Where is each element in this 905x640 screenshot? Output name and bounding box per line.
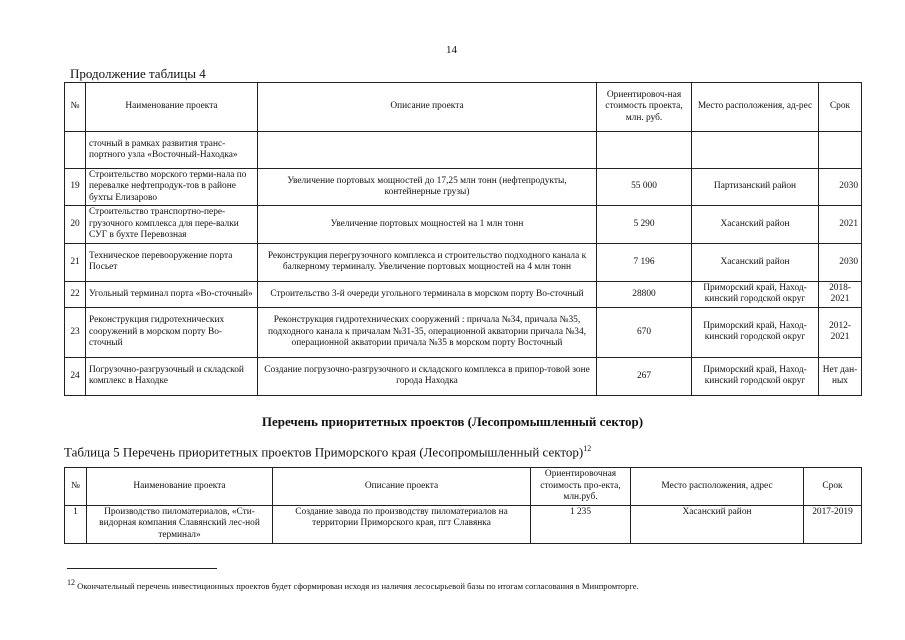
cell-cost: 55 000 bbox=[597, 169, 692, 206]
cell-num: 20 bbox=[65, 206, 86, 243]
cell-cost bbox=[597, 132, 692, 169]
cell-place bbox=[692, 132, 819, 169]
cell-desc: Строительство 3-й очереди угольного терминала в морском порту Во-сточный bbox=[258, 281, 597, 307]
table-row bbox=[65, 169, 862, 206]
table-row bbox=[65, 281, 862, 307]
cell-place: Хасанский район bbox=[692, 206, 819, 243]
cell-name: Техническое перевооружение порта Посьет bbox=[86, 243, 258, 281]
cell-name: Реконструкция гидротехнических сооружений в морском порту Во-сточный bbox=[86, 307, 258, 357]
header-term: Срок bbox=[819, 83, 862, 132]
footnote-number: 12 bbox=[67, 578, 75, 587]
page-number: 14 bbox=[446, 44, 457, 56]
cell-num bbox=[65, 132, 86, 169]
header-desc: Описание проекта bbox=[273, 468, 531, 506]
footnote-text: Окончательный перечень инвестиционных проектов будет сформирован исходя из наличия лесосырьевой базы по итогам согласования в Минпромторге. bbox=[75, 580, 639, 591]
cell-term: Нет дан-ных bbox=[819, 357, 862, 395]
table-row bbox=[65, 206, 862, 243]
cell-cost: 5 290 bbox=[597, 206, 692, 243]
table-row bbox=[65, 132, 862, 169]
table5-header-row bbox=[65, 468, 862, 506]
cell-num: 21 bbox=[65, 243, 86, 281]
cell-term: 2017-2019 bbox=[804, 506, 862, 544]
cell-place: Приморский край, Наход-кинский городской округ bbox=[692, 357, 819, 395]
table-row bbox=[65, 307, 862, 357]
cell-desc: Создание погрузочно-разгрузочного и складского комплекса в припор-товой зоне города Находка bbox=[258, 357, 597, 395]
cell-place: Приморский край, Наход-кинский городской округ bbox=[692, 307, 819, 357]
cell-cost: 670 bbox=[597, 307, 692, 357]
header-name: Наименование проекта bbox=[86, 83, 258, 132]
footnote-ref-12: 12 bbox=[583, 444, 592, 453]
footnote-divider bbox=[67, 568, 217, 569]
table5-caption-text: Таблица 5 Перечень приоритетных проектов Приморского края (Лесопромышленный сектор) bbox=[64, 444, 584, 460]
cell-num: 22 bbox=[65, 281, 86, 307]
cell-place: Хасанский район bbox=[692, 243, 819, 281]
cell-desc: Увеличение портовых мощностей до 17,25 млн тонн (нефтепродукты, контейнерные грузы) bbox=[258, 169, 597, 206]
header-cost: Ориентировочная стоимость про-екта, млн.руб. bbox=[531, 468, 631, 506]
header-place: Место расположения, ад-рес bbox=[692, 83, 819, 132]
cell-cost: 267 bbox=[597, 357, 692, 395]
cell-name: Угольный терминал порта «Во-сточный» bbox=[86, 281, 258, 307]
header-name: Наименование проекта bbox=[87, 468, 273, 506]
section-heading: Перечень приоритетных проектов (Лесопромышленный сектор) bbox=[261, 414, 644, 429]
table-row bbox=[65, 506, 862, 544]
projects-table-4 bbox=[64, 82, 862, 396]
cell-term: 2021 bbox=[819, 206, 862, 243]
header-num: № bbox=[65, 83, 86, 132]
table-row bbox=[65, 243, 862, 281]
cell-term: 2030 bbox=[819, 169, 862, 206]
cell-place: Приморский край, Наход-кинский городской округ bbox=[692, 281, 819, 307]
cell-desc: Увеличение портовых мощностей на 1 млн тонн bbox=[258, 206, 597, 243]
cell-num: 1 bbox=[65, 506, 87, 544]
cell-term bbox=[819, 132, 862, 169]
header-term: Срок bbox=[804, 468, 862, 506]
cell-term: 2018-2021 bbox=[819, 281, 862, 307]
table4-header-row bbox=[65, 83, 862, 132]
projects-table-5 bbox=[64, 467, 862, 544]
header-cost: Ориентировоч-ная стоимость проекта, млн. руб. bbox=[597, 83, 692, 132]
header-num: № bbox=[65, 468, 87, 506]
cell-place: Хасанский район bbox=[631, 506, 804, 544]
cell-desc: Реконструкция гидротехнических сооружений : причала №34, причала №35, подходного канала к причалам №31-35, операционной акватории причала №34, операционной акватории причала №35 в морском порту Восточный bbox=[258, 307, 597, 357]
cell-desc: Реконструкция перегрузочного комплекса и строительство подходного канала к балкерному терминалу. Увеличение портовых мощностей на 4 млн тонн bbox=[258, 243, 597, 281]
cell-cost: 7 196 bbox=[597, 243, 692, 281]
cell-name: Строительство транспортно-пере-грузочного комплекса для пере-валки СУГ в бухте Перевозная bbox=[86, 206, 258, 243]
cell-desc: Создание завода по производству пиломатериалов на территории Приморского края, пгт Славянка bbox=[273, 506, 531, 544]
cell-name: сточный в рамках развития транс-портного узла «Восточный-Находка» bbox=[86, 132, 258, 169]
cell-num: 23 bbox=[65, 307, 86, 357]
cell-cost: 28800 bbox=[597, 281, 692, 307]
cell-num: 19 bbox=[65, 169, 86, 206]
cell-name: Погрузочно-разгрузочный и складской комплекс в Находке bbox=[86, 357, 258, 395]
table-row bbox=[65, 357, 862, 395]
header-desc: Описание проекта bbox=[258, 83, 597, 132]
header-place: Место расположения, адрес bbox=[631, 468, 804, 506]
cell-desc bbox=[258, 132, 597, 169]
table4-caption: Продолжение таблицы 4 bbox=[70, 66, 206, 81]
table5-caption bbox=[64, 444, 591, 460]
cell-num: 24 bbox=[65, 357, 86, 395]
cell-name: Производство пиломатериалов, «Сти-видорная компания Славянский лес-ной терминал» bbox=[87, 506, 273, 544]
cell-term: 2030 bbox=[819, 243, 862, 281]
cell-cost: 1 235 bbox=[531, 506, 631, 544]
cell-name: Строительство морского терми-нала по перевалке нефтепродук-тов в районе бухты Елизарово bbox=[86, 169, 258, 206]
cell-term: 2012-2021 bbox=[819, 307, 862, 357]
footnote bbox=[67, 578, 639, 591]
cell-place: Партизанский район bbox=[692, 169, 819, 206]
